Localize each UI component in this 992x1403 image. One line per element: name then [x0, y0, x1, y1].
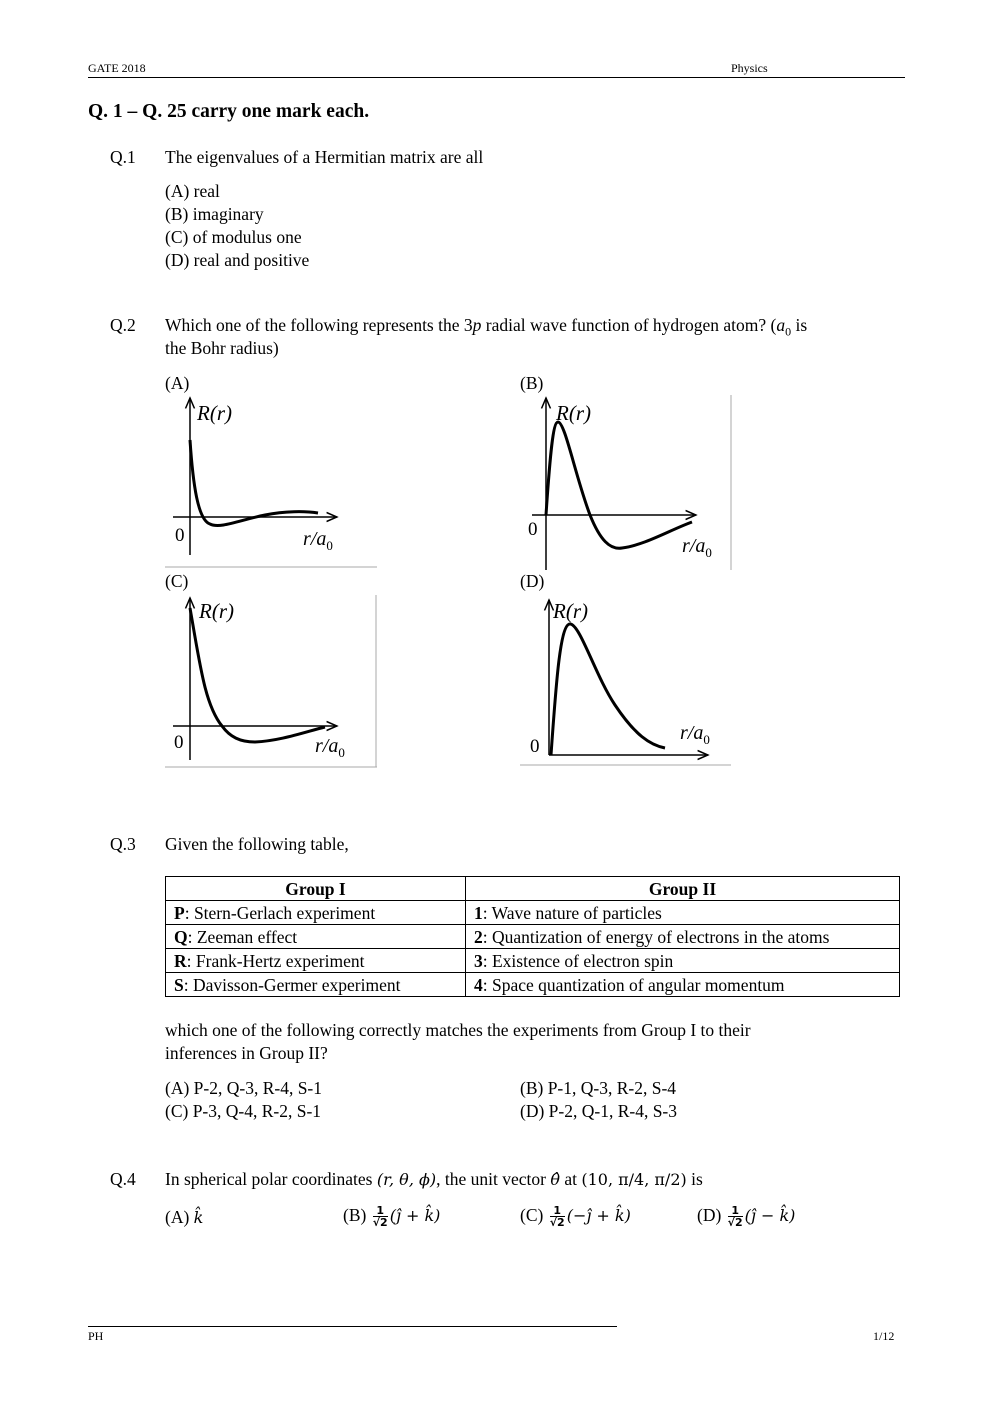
- table-cell: S: Davisson-Germer experiment: [166, 973, 466, 997]
- table-row: [166, 973, 900, 997]
- matching-table: [165, 876, 900, 997]
- q3-follow-text-1: which one of the following correctly matches the experiments from Group I to their: [165, 1020, 751, 1040]
- q4-option-b: (B) $\frac{1}{√2}$ (ĵ + k̂): [343, 1204, 441, 1230]
- wavefunction-curve: [190, 608, 325, 742]
- header-exam-name: GATE 2018: [88, 61, 146, 75]
- q2-text-part: radial wave function of hydrogen atom? (: [481, 315, 777, 335]
- column-header-group-1: Group I: [166, 877, 466, 901]
- table-cell: 2: Quantization of energy of electrons in the atoms: [466, 925, 900, 949]
- q1-option-b: (B) imaginary: [165, 204, 264, 224]
- table-cell: 1: Wave nature of particles: [466, 901, 900, 925]
- q2-number: Q.2: [110, 315, 136, 335]
- wavefunction-curve: [551, 624, 665, 755]
- table-row: [166, 901, 900, 925]
- fraction: $\frac{1}{√2}$: [727, 1204, 743, 1230]
- graph-a-label: (A): [165, 373, 190, 393]
- graph-b-label: (B): [520, 373, 544, 393]
- q4-coords: (r, θ, ϕ): [376, 1170, 437, 1189]
- origin-label: 0: [528, 519, 538, 540]
- graph-c-label: (C): [165, 571, 189, 591]
- header-subject: Physics: [731, 61, 768, 75]
- x-axis-label: $r/a_0$: [680, 722, 710, 747]
- table-header-row: [166, 877, 900, 901]
- footer-paper-code: PH: [88, 1329, 104, 1343]
- q2-orbital: p: [472, 315, 482, 335]
- fraction: $\frac{1}{√2}$: [372, 1204, 388, 1230]
- q1-option-d: (D) real and positive: [165, 250, 310, 270]
- q2-bohr-subscript: 0: [785, 324, 792, 339]
- table-cell: R: Frank-Hertz experiment: [166, 949, 466, 973]
- table-cell: Q: Zeeman effect: [166, 925, 466, 949]
- y-axis-label: R(r): [199, 599, 234, 623]
- graph-b: [520, 395, 732, 570]
- table-row: [166, 925, 900, 949]
- wavefunction-curve: [190, 440, 318, 525]
- q4-text: In spherical polar coordinates (r, θ, ϕ), the unit vector θ̂ at (10, π/4, π/2) is: [165, 1169, 703, 1189]
- q3-option-b: (B) P-1, Q-3, R-2, S-4: [520, 1078, 677, 1098]
- x-axis-label: $r/a_0$: [682, 535, 712, 560]
- q3-number: Q.3: [110, 834, 136, 854]
- q1-option-a: (A) real: [165, 181, 220, 201]
- table-row: [166, 949, 900, 973]
- graph-d: [520, 595, 732, 768]
- header-divider: [88, 77, 905, 78]
- column-header-group-2: Group II: [466, 877, 900, 901]
- q1-text: The eigenvalues of a Hermitian matrix are all: [165, 147, 484, 167]
- y-axis-label: R(r): [556, 401, 591, 425]
- footer-divider: [88, 1326, 617, 1327]
- q3-option-c: (C) P-3, Q-4, R-2, S-1: [165, 1101, 322, 1121]
- graph-d-label: (D): [520, 571, 545, 591]
- q4-theta-hat: θ̂: [550, 1170, 560, 1189]
- q3-option-d: (D) P-2, Q-1, R-4, S-3: [520, 1101, 678, 1121]
- q3-option-a: (A) P-2, Q-3, R-4, S-1: [165, 1078, 323, 1098]
- table-cell: 3: Existence of electron spin: [466, 949, 900, 973]
- fraction: $\frac{1}{√2}$: [549, 1204, 565, 1230]
- q1-number: Q.1: [110, 147, 136, 167]
- q3-follow-text-2: inferences in Group II?: [165, 1043, 328, 1063]
- y-axis-label: R(r): [553, 599, 588, 623]
- page-number: 1/12: [873, 1329, 895, 1343]
- table-cell: P: Stern-Gerlach experiment: [166, 901, 466, 925]
- q4-point: (10, π/4, π/2): [581, 1170, 687, 1189]
- q2-text-line2: the Bohr radius): [165, 338, 279, 358]
- origin-label: 0: [174, 732, 184, 753]
- origin-label: 0: [175, 525, 185, 546]
- table-cell: 4: Space quantization of angular momentum: [466, 973, 900, 997]
- graph-a: [165, 395, 377, 570]
- q4-option-c: (C) $\frac{1}{√2}$ (−ĵ + k̂): [520, 1204, 631, 1230]
- x-axis-label: $r/a_0$: [303, 528, 333, 553]
- graph-c: [165, 595, 377, 768]
- q2-text-part: Which one of the following represents the 3: [165, 315, 473, 335]
- q4-number: Q.4: [110, 1169, 136, 1189]
- q4-option-d: (D) $\frac{1}{√2}$ (ĵ − k̂): [697, 1204, 796, 1230]
- y-axis-label: R(r): [197, 401, 232, 425]
- q2-bohr-symbol: a: [776, 315, 786, 335]
- origin-label: 0: [530, 736, 540, 757]
- q3-text: Given the following table,: [165, 834, 349, 854]
- q1-option-c: (C) of modulus one: [165, 227, 302, 247]
- x-axis-label: $r/a_0$: [315, 735, 345, 760]
- q4-option-a: (A) k̂: [165, 1207, 204, 1227]
- wavefunction-curve: [546, 422, 692, 548]
- q2-text-part: is: [791, 315, 808, 335]
- section-title: Q. 1 – Q. 25 carry one mark each.: [88, 101, 370, 122]
